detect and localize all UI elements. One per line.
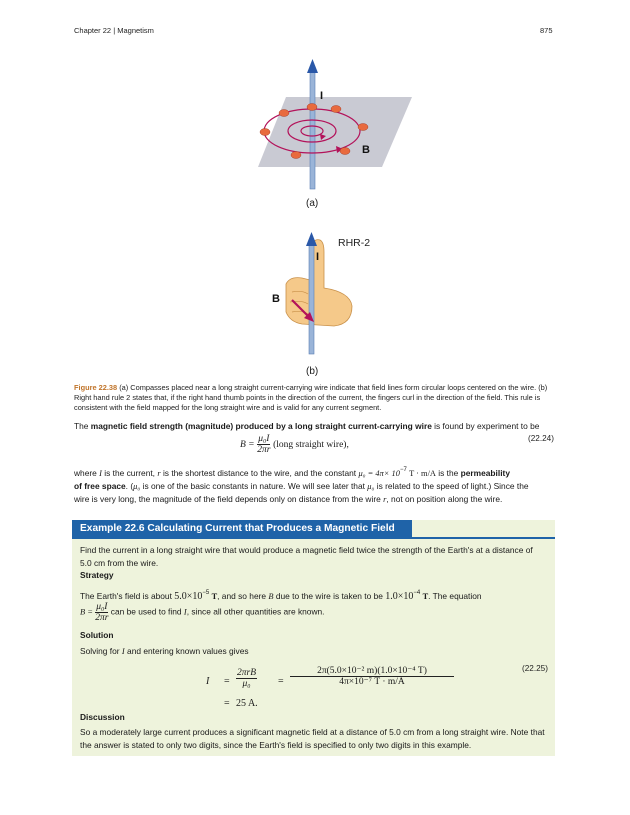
s-earth-field: 5.0×10 bbox=[174, 591, 203, 602]
figure-label-a: (a) bbox=[306, 198, 319, 209]
s-earth-exp: −5 bbox=[202, 590, 210, 596]
intro-bold: magnetic field strength (magnitude) produced by a long straight current-carrying wire bbox=[90, 421, 432, 431]
strategy-line-2 bbox=[80, 602, 550, 623]
figure-a-compass-diagram bbox=[240, 55, 430, 195]
w-p1: where bbox=[74, 468, 97, 478]
w-p2: is the current, bbox=[104, 468, 156, 478]
discussion-heading: Discussion bbox=[80, 712, 125, 722]
s-wire-exp: −4 bbox=[413, 590, 421, 596]
eq-num: μ₀I bbox=[258, 434, 270, 444]
eq25-frac bbox=[236, 668, 257, 689]
eq25-big-den: 4π×10⁻⁷ T · m/A bbox=[339, 677, 405, 687]
figure-label-b: (b) bbox=[306, 366, 319, 377]
eq25-eq2: = bbox=[278, 676, 284, 687]
w-var-mu: μ₀ bbox=[133, 482, 141, 491]
w-p7: is related to the speed of light.) Since the bbox=[376, 481, 529, 491]
eq25-frac-num: 2πrB bbox=[237, 668, 257, 678]
w-p3: is the shortest distance to the wire, and the constant bbox=[162, 468, 357, 478]
equation-22-24 bbox=[240, 434, 349, 455]
s-unit-t1: T bbox=[211, 592, 218, 601]
w-var-r-2: r bbox=[383, 495, 387, 504]
strategy-line-1 bbox=[80, 587, 550, 603]
figure-caption bbox=[74, 383, 560, 413]
chapter-header: Chapter 22 | Magnetism bbox=[74, 26, 154, 35]
sol-p2: and entering known values gives bbox=[127, 646, 249, 656]
example-title: Example 22.6 Calculating Current that Produces a Magnetic Field bbox=[72, 520, 412, 538]
s-p2: , and so here bbox=[217, 591, 267, 601]
w-mu-exp: −7 bbox=[399, 467, 407, 473]
w-var-r: r bbox=[157, 469, 161, 478]
intro-post: is found by experiment to be bbox=[431, 421, 540, 431]
w-p4: is the bbox=[438, 468, 459, 478]
w-p8: wire is very long, the magnitude of the field depends only on distance from the wire bbox=[74, 494, 381, 504]
caption-text: (a) Compasses placed near a long straight current-carrying wire indicate that field lines form circular loops centered on the wire. (b) Right hand rule 2 states that, if the right hand thumb points in the direction of the current, the fingers curl in the direction of the field. This rule is consistent with the field mapped for the long straight wire and is valid for any current segment. bbox=[74, 383, 548, 412]
s-p3: due to the wire is taken to be bbox=[275, 591, 383, 601]
s2-den: 2πr bbox=[95, 613, 109, 623]
wire bbox=[310, 67, 315, 189]
example-problem: Find the current in a long straight wire that would produce a magnetic field twice the strength of the Earth's at a distance of 5.0 cm from the wire. bbox=[80, 545, 533, 568]
intro-pre: The bbox=[74, 421, 91, 431]
s2-lhs: B = bbox=[80, 607, 93, 617]
sol-p1: Solving for bbox=[80, 646, 120, 656]
eq25-eq3: = bbox=[224, 698, 230, 709]
eq-lhs: B = bbox=[240, 440, 255, 451]
eq-note: (long straight wire), bbox=[273, 440, 349, 451]
where-paragraph bbox=[74, 464, 560, 506]
example-title-rule bbox=[72, 537, 555, 539]
eq25-frac-den: μ₀ bbox=[242, 679, 251, 689]
w-p5: . ( bbox=[125, 481, 134, 491]
s2-p5: can be used to find bbox=[110, 606, 182, 617]
eq-den: 2πr bbox=[257, 445, 271, 455]
sol-var-I: I bbox=[121, 647, 125, 656]
s2-var-I: I bbox=[183, 607, 187, 617]
s2-p6: , since all other quantities are known. bbox=[186, 606, 325, 617]
label-rhr2: RHR-2 bbox=[338, 237, 371, 249]
equation-number-22-25: (22.25) bbox=[522, 664, 548, 673]
w-p9: , not on position along the wire. bbox=[386, 494, 503, 504]
solution-text bbox=[80, 645, 550, 658]
label-current-a: I bbox=[320, 90, 324, 102]
label-field-b: B bbox=[272, 293, 280, 305]
s-p4: . The equation bbox=[428, 591, 482, 601]
eq25-eq1: = bbox=[224, 676, 230, 687]
page-number: 875 bbox=[540, 26, 553, 35]
w-var-mu-2: μ₀ bbox=[367, 482, 375, 491]
s-unit-t2: T bbox=[422, 592, 429, 601]
eq25-big-frac bbox=[290, 666, 454, 687]
w-bold1: permeability bbox=[460, 468, 510, 478]
intro-paragraph bbox=[74, 420, 560, 433]
w-mu-eq: μ₀ = 4π× 10 bbox=[358, 469, 400, 478]
w-p6: is one of the basic constants in nature. We will see later that bbox=[142, 481, 365, 491]
s-wire-field: 1.0×10 bbox=[385, 591, 414, 602]
w-bold2: of free space bbox=[74, 481, 126, 491]
s-p1: The Earth's field is about bbox=[80, 591, 172, 601]
eq-fraction bbox=[257, 434, 270, 455]
s2-num: μ₀I bbox=[96, 602, 108, 612]
wire-b bbox=[309, 240, 314, 354]
w-mu-unit: T · m/A bbox=[409, 469, 436, 478]
w-var-I: I bbox=[99, 469, 102, 478]
equation-number-22-24: (22.24) bbox=[528, 434, 554, 443]
label-current-b: I bbox=[316, 251, 320, 263]
s-var-B: B bbox=[268, 592, 274, 601]
figure-b-right-hand-rule bbox=[262, 226, 412, 356]
eq25-result: 25 A. bbox=[236, 698, 258, 709]
eq25-lhs: I bbox=[206, 676, 210, 687]
eq25-big-num: 2π(5.0×10⁻² m)(1.0×10⁻⁴ T) bbox=[290, 666, 454, 677]
current-arrow bbox=[307, 59, 318, 73]
strategy-heading: Strategy bbox=[80, 570, 114, 580]
current-arrow-b bbox=[306, 232, 317, 246]
caption-label: Figure 22.38 bbox=[74, 383, 118, 392]
discussion-text: So a moderately large current produces a significant magnetic field at a distance of 5.0 cm from a long straight wire. Note that the answer is stated to only two digits, since the Earth's field is specified to only two digits in this example. bbox=[80, 727, 545, 750]
solution-heading: Solution bbox=[80, 630, 114, 640]
s2-fraction bbox=[95, 602, 108, 623]
label-field-a: B bbox=[362, 144, 370, 156]
